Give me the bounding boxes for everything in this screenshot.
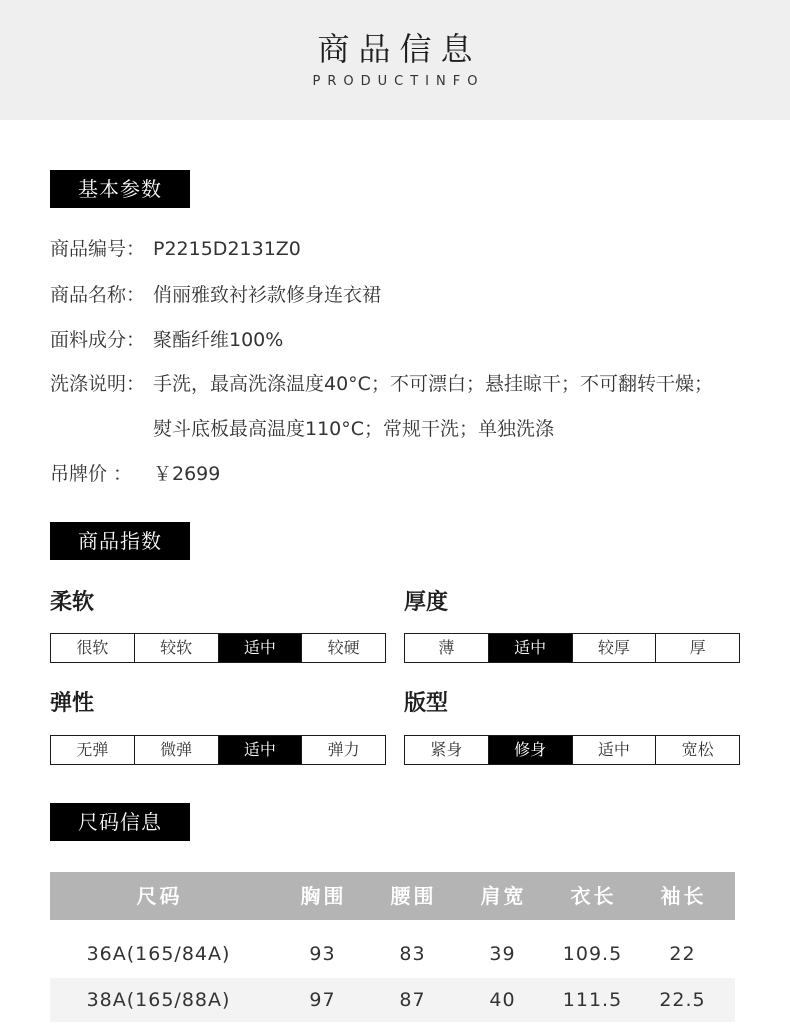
index-option: 无弹 <box>76 740 109 759</box>
index-option: 微弹 <box>134 736 218 764</box>
table-cell-length: 111.5 <box>562 989 623 1011</box>
header-band <box>0 0 790 120</box>
index-name-thickness: 厚度 <box>404 590 449 615</box>
price-value: ￥2699 <box>153 463 221 485</box>
page-subtitle: PRODUCTINFO <box>312 74 485 89</box>
table-cell-length: 109.5 <box>562 943 623 965</box>
table-cell-bust: 97 <box>309 989 336 1011</box>
index-option: 薄 <box>438 638 455 657</box>
table-cell-shoulder: 39 <box>489 943 516 965</box>
param-value: 熨斗底板最高温度110°C；常规干洗；单独洗涤 <box>153 418 555 440</box>
table-cell-waist: 87 <box>399 989 426 1011</box>
index-scale-thickness <box>404 633 740 663</box>
index-scale-softness <box>50 633 386 663</box>
param-row-price <box>50 459 750 489</box>
index-name-fit: 版型 <box>404 691 449 716</box>
column-header-waist: 腰围 <box>390 884 437 908</box>
column-header-shoulder: 肩宽 <box>480 884 527 908</box>
size-table-header <box>50 872 735 920</box>
index-scale-elasticity <box>50 735 386 765</box>
index-option: 很软 <box>76 638 109 657</box>
param-row-name <box>50 280 750 310</box>
index-option: 宽松 <box>655 736 739 764</box>
index-option: 较软 <box>134 634 218 662</box>
param-label: 吊牌价 ： <box>50 463 133 485</box>
index-option: 较厚 <box>572 634 656 662</box>
index-scale-fit <box>404 735 740 765</box>
param-row-code <box>50 234 750 264</box>
column-header-sleeve: 袖长 <box>660 884 707 908</box>
index-option-selected: 适中 <box>218 634 302 662</box>
param-label: 洗涤说明： <box>50 373 146 395</box>
index-option: 紧身 <box>430 740 463 759</box>
table-cell-waist: 83 <box>399 943 426 965</box>
param-label: 面料成分： <box>50 329 146 351</box>
section-heading-index: 商品指数 <box>50 522 190 560</box>
index-name-elasticity: 弹性 <box>50 691 95 716</box>
index-option: 较硬 <box>301 634 385 662</box>
column-header-bust: 胸围 <box>300 884 347 908</box>
param-value: 聚酯纤维100% <box>153 329 284 351</box>
table-row <box>50 978 735 1022</box>
index-name-softness: 柔软 <box>50 590 95 615</box>
param-label: 商品名称： <box>50 284 146 306</box>
page-title: 商品信息 <box>317 30 482 68</box>
param-row-washing <box>50 369 750 399</box>
index-option-selected: 修身 <box>488 736 572 764</box>
param-value: P2215D2131Z0 <box>153 238 301 260</box>
index-option: 适中 <box>572 736 656 764</box>
table-cell-sleeve: 22 <box>669 943 696 965</box>
table-row <box>50 930 735 978</box>
index-option-selected: 适中 <box>488 634 572 662</box>
section-heading-basic: 基本参数 <box>50 170 190 208</box>
column-header-length: 衣长 <box>570 884 617 908</box>
table-cell-sleeve: 22.5 <box>659 989 706 1011</box>
column-header-size: 尺码 <box>136 884 183 908</box>
param-row-washing-continued <box>50 414 750 444</box>
index-option: 厚 <box>655 634 739 662</box>
param-value: 俏丽雅致衬衫款修身连衣裙 <box>153 284 382 306</box>
table-cell-size: 38A(165/88A) <box>86 989 231 1011</box>
param-label: 商品编号： <box>50 238 146 260</box>
table-cell-bust: 93 <box>309 943 336 965</box>
section-heading-size: 尺码信息 <box>50 803 190 841</box>
index-option-selected: 适中 <box>218 736 302 764</box>
index-option: 弹力 <box>301 736 385 764</box>
table-cell-size: 36A(165/84A) <box>86 943 231 965</box>
param-value: 手洗，最高洗涤温度40°C；不可漂白；悬挂晾干；不可翻转干燥； <box>153 373 713 395</box>
param-row-fabric <box>50 325 750 355</box>
table-cell-shoulder: 40 <box>489 989 516 1011</box>
